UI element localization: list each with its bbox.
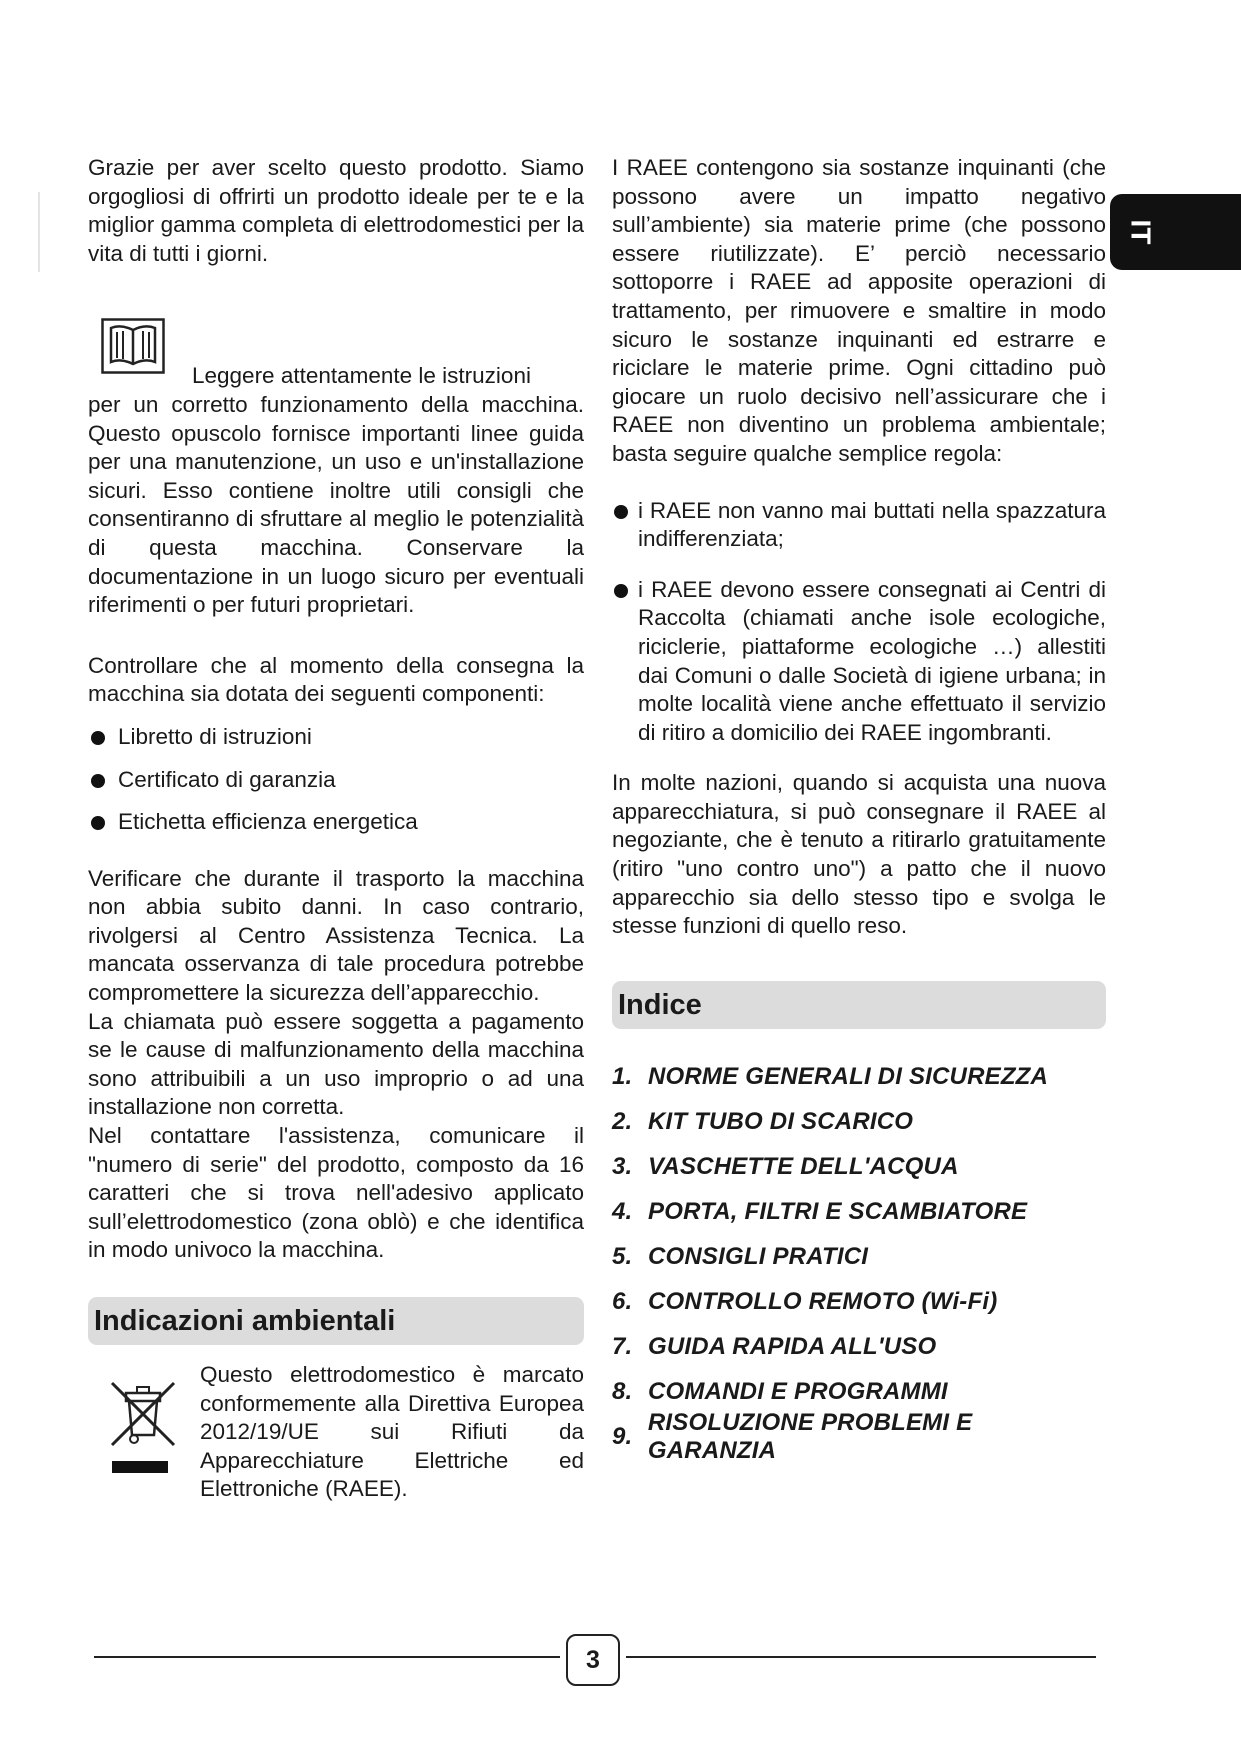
manual-paragraph: per un corretto funzionamento della macchina. Questo opuscolo fornisce importanti linee guida per una manutenzione, un uso e un'installazione sicuri. Esso contiene inoltre utili consigli che consentiranno di sfruttare al meglio le potenzialità di questa macchina. Conservare la documentazione in un luogo sicuro per eventuali riferimenti o per futuri proprietari. xyxy=(88,391,584,618)
toc-item[interactable]: 7. GUIDA RAPIDA ALL'USO xyxy=(612,1333,937,1361)
call-paragraph: La chiamata può essere soggetta a pagamento se le cause di malfunzionamento della macchina sono attribuibili a un uso improprio o ad una installazione non corretta. xyxy=(88,1008,584,1120)
raee-paragraph: I RAEE contengono sia sostanze inquinanti (che possono avere un impatto negativo sull’ambiente) sia materie prime (che possono essere riutilizzate). E’ perciò necessario sottoporre i RAEE ad apposite operazioni di trattamento, per rimuovere e smaltire in modo sicuro le sostanze inquinanti ed estrarre e riciclare le materie prime. Ogni cittadino può giocare un ruolo decisivo nell’assicurare che i RAEE non diventino un problema ambientale; basta seguire qualche semplice regola: xyxy=(612,155,1106,466)
toc-item[interactable]: 4. PORTA, FILTRI E SCAMBIATORE xyxy=(612,1198,1028,1226)
toc-item[interactable]: 2. KIT TUBO DI SCARICO xyxy=(612,1108,914,1136)
list-item: i RAEE non vanno mai buttati nella spazzatura indifferenziata; xyxy=(612,497,1106,554)
weee-paragraph: Questo elettrodomestico è marcato conformemente alla Direttiva Europea 2012/19/UE sui Rifiuti da Apparecchiature Elettriche ed Elettroniche (RAEE). xyxy=(200,1362,584,1502)
bullet-icon xyxy=(91,774,105,788)
page-number: 3 xyxy=(566,1634,620,1686)
components-list xyxy=(88,723,584,837)
serial-paragraph: Nel contattare l'assistenza, comunicare il "numero di serie" del prodotto, composto da 16 caratteri che si trova nell'adesivo applicato sull’elettrodomestico (zona oblò) e che identifica in modo univoco la macchina. xyxy=(88,1123,584,1263)
nations-paragraph: In molte nazioni, quando si acquista una nuova apparecchiatura, si può consegnare il RAEE al negoziante, che è tenuto a ritirarlo gratuitamente (ritiro "uno contro uno") a patto che il nuovo apparecchio sia dello stesso tipo e svolga le stesse funzioni di quello reso. xyxy=(612,770,1106,939)
list-item: Libretto di istruzioni xyxy=(88,723,584,752)
rules-list xyxy=(612,497,1106,748)
table-of-contents xyxy=(612,1055,1106,1465)
bullet-icon xyxy=(614,584,628,598)
list-item: i RAEE devono essere consegnati ai Centri di Raccolta (chiamati anche isole ecologiche, riciclerie, piattaforme ecologiche …) allestiti dai Comuni o dalle Società di igiene urbana; in molte località viene anche effettuato il servizio di ritiro a domicilio dei RAEE ingombranti. xyxy=(612,576,1106,748)
margin-mark xyxy=(38,192,40,272)
check-paragraph: Controllare che al momento della consegna la macchina sia dotata dei seguenti componenti: xyxy=(88,652,584,707)
env-heading: Indicazioni ambientali xyxy=(88,1297,584,1345)
crossed-bin-icon xyxy=(108,1379,180,1477)
open-book-icon xyxy=(101,318,165,374)
list-item: Etichetta efficienza energetica xyxy=(88,808,584,837)
right-column xyxy=(612,154,1106,1465)
toc-item[interactable]: 9. RISOLUZIONE PROBLEMI E GARANZIA xyxy=(612,1408,973,1465)
intro-paragraph: Grazie per aver scelto questo prodotto. Siamo orgogliosi di offrirti un prodotto ideale per te e la miglior gamma completa di elettrodomestici per la vita di tutti i giorni. xyxy=(88,155,584,266)
weee-block xyxy=(88,1361,584,1504)
manual-lead: Leggere attentamente le istruzioni xyxy=(192,363,531,389)
bullet-icon xyxy=(91,816,105,830)
toc-item[interactable]: 5. CONSIGLI PRATICI xyxy=(612,1243,869,1271)
toc-item[interactable]: 8. COMANDI E PROGRAMMI xyxy=(612,1378,948,1406)
left-column xyxy=(88,154,584,1504)
toc-item[interactable]: 6. CONTROLLO REMOTO (Wi-Fi) xyxy=(612,1288,998,1316)
bullet-icon xyxy=(614,505,628,519)
toc-item[interactable]: 3. VASCHETTE DELL'ACQUA xyxy=(612,1153,959,1181)
verify-paragraph: Verificare che durante il trasporto la macchina non abbia subito danni. In caso contrario, rivolgersi al Centro Assistenza Tecnica. La mancata osservanza di tale procedura potrebbe compromettere la sicurezza dell’apparecchio. xyxy=(88,865,584,1006)
footer-rule-left xyxy=(94,1656,560,1658)
language-label: IT xyxy=(1125,219,1157,245)
list-item: Certificato di garanzia xyxy=(88,766,584,795)
footer-rule-right xyxy=(626,1656,1096,1658)
toc-item[interactable]: 1. NORME GENERALI DI SICUREZZA xyxy=(612,1063,1049,1091)
manual-block xyxy=(88,318,584,619)
index-heading: Indice xyxy=(612,981,1106,1029)
language-tab xyxy=(1110,194,1241,270)
bullet-icon xyxy=(91,731,105,745)
